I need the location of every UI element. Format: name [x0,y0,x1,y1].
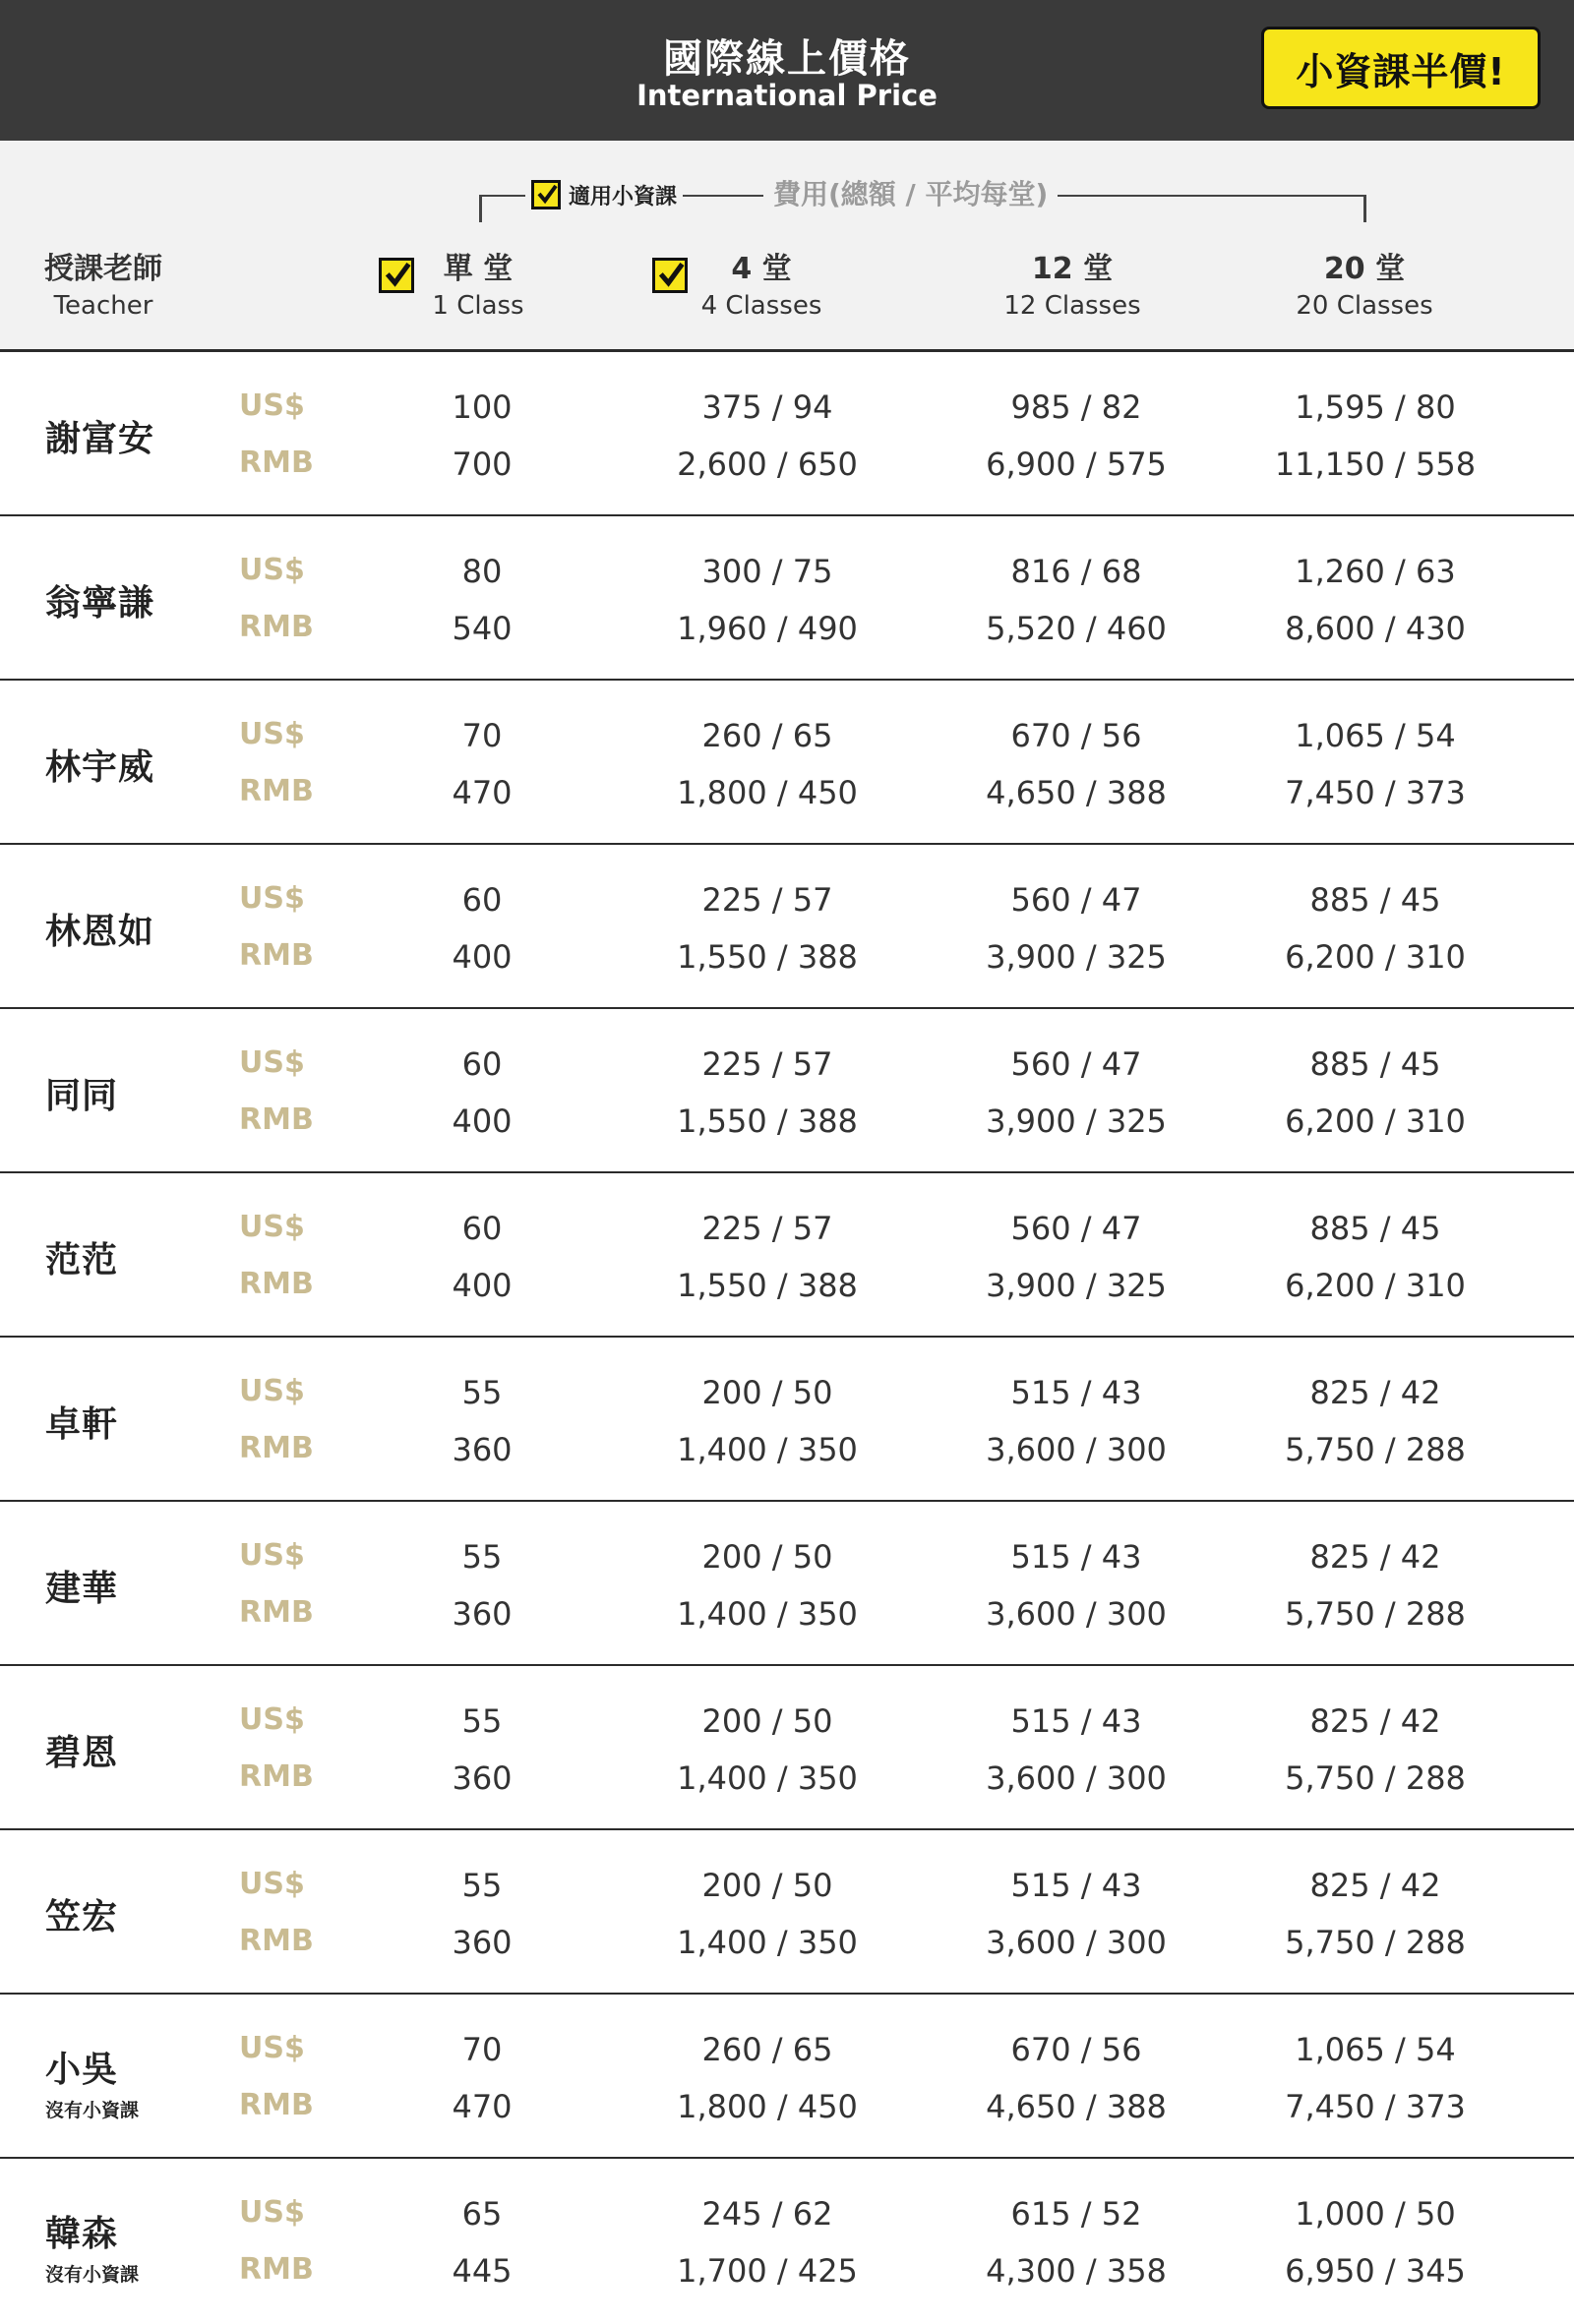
bracket-right-vertical [1363,195,1366,222]
price-cell-usd: 55 [461,1867,503,1904]
price-cell-usd: 375 / 94 [701,388,833,426]
price-cell-usd: 515 / 43 [1010,1702,1142,1740]
price-cell-usd: 245 / 62 [701,2195,833,2233]
price-cell-rmb: 3,600 / 300 [986,1924,1167,1961]
price-cell-usd: 670 / 56 [1010,717,1142,754]
price-cell-usd: 1,065 / 54 [1295,2031,1456,2068]
teacher-name: 林宇威 [45,747,155,788]
price-cell-usd: 825 / 42 [1309,1867,1441,1904]
price-cell-rmb: 400 [452,938,513,976]
price-cell-usd: 70 [461,717,503,754]
teacher-name: 卓軒 [45,1404,119,1445]
price-cell-rmb: 6,950 / 345 [1285,2252,1466,2290]
price-cell-usd: 60 [461,881,503,919]
price-cell-rmb: 360 [452,1759,513,1797]
price-cell-usd: 615 / 52 [1010,2195,1142,2233]
price-cell-rmb: 4,650 / 388 [986,774,1167,811]
currency-label-rmb: RMB [239,1102,314,1137]
teacher-note: 沒有小資課 [45,2100,140,2121]
price-cell-rmb: 11,150 / 558 [1274,446,1477,483]
price-cell-usd: 560 / 47 [1010,881,1142,919]
table-row [0,845,1574,1009]
table-row [0,681,1574,845]
price-cell-usd: 1,260 / 63 [1295,553,1456,590]
column-header-20-classes [1266,244,1463,321]
currency-label-rmb: RMB [239,1759,314,1794]
teacher-name: 建華 [45,1569,119,1609]
applicable-label: 適用小資課 [569,184,678,209]
price-cell-rmb: 6,200 / 310 [1285,938,1466,976]
price-cell-usd: 300 / 75 [701,553,833,590]
price-cell-rmb: 360 [452,1924,513,1961]
table-row [0,352,1574,516]
currency-label-rmb: RMB [239,1267,314,1301]
price-cell-rmb: 5,750 / 288 [1285,1924,1466,1961]
column-header-zh: 單 堂 [443,252,514,286]
price-cell-usd: 816 / 68 [1010,553,1142,590]
price-cell-usd: 885 / 45 [1309,1045,1441,1083]
price-cell-rmb: 360 [452,1431,513,1468]
table-row [0,2159,1574,2323]
price-cell-usd: 225 / 57 [701,1210,833,1247]
teacher-name: 小吳 [45,2050,119,2090]
price-cell-usd: 60 [461,1045,503,1083]
teacher-name: 林恩如 [45,912,155,952]
price-cell-usd: 515 / 43 [1010,1867,1142,1904]
teacher-name: 笠宏 [45,1897,119,1937]
price-cell-rmb: 1,550 / 388 [677,1267,858,1304]
table-row [0,1009,1574,1173]
half-price-button[interactable]: 小資課半價! [1261,27,1541,109]
column-header-en: 1 Class [432,291,524,321]
price-cell-rmb: 2,600 / 650 [677,446,858,483]
price-cell-usd: 100 [452,388,513,426]
price-cell-rmb: 1,550 / 388 [677,938,858,976]
price-cell-rmb: 3,900 / 325 [986,1102,1167,1140]
price-cell-rmb: 7,450 / 373 [1285,2088,1466,2125]
currency-label-usd: US$ [239,1538,305,1573]
price-cell-rmb: 1,400 / 350 [677,1924,858,1961]
currency-label-rmb: RMB [239,774,314,808]
price-cell-rmb: 3,900 / 325 [986,1267,1167,1304]
price-cell-usd: 885 / 45 [1309,1210,1441,1247]
teacher-name: 謝富安 [45,419,155,459]
table-row [0,516,1574,681]
price-cell-usd: 225 / 57 [701,1045,833,1083]
currency-label-usd: US$ [239,388,305,423]
price-cell-usd: 985 / 82 [1010,388,1142,426]
price-cell-rmb: 5,750 / 288 [1285,1431,1466,1468]
currency-label-usd: US$ [239,1867,305,1901]
bracket-left-vertical [479,195,482,222]
page-title: 國際線上價格 [663,36,911,82]
price-cell-usd: 260 / 65 [701,2031,833,2068]
price-cell-rmb: 445 [452,2252,513,2290]
currency-label-rmb: RMB [239,1924,314,1958]
currency-label-usd: US$ [239,1045,305,1080]
column-header-en: 12 Classes [1003,291,1141,321]
currency-label-usd: US$ [239,1702,305,1737]
price-cell-rmb: 470 [452,2088,513,2125]
currency-label-usd: US$ [239,717,305,751]
table-row [0,1830,1574,1995]
currency-label-rmb: RMB [239,938,314,973]
column-header-4-classes [683,244,840,321]
price-cell-usd: 515 / 43 [1010,1538,1142,1576]
price-cell-usd: 70 [461,2031,503,2068]
price-cell-rmb: 3,900 / 325 [986,938,1167,976]
price-cell-rmb: 5,750 / 288 [1285,1595,1466,1633]
price-cell-rmb: 400 [452,1267,513,1304]
price-cell-usd: 885 / 45 [1309,881,1441,919]
price-cell-rmb: 8,600 / 430 [1285,610,1466,647]
currency-label-usd: US$ [239,1210,305,1244]
teacher-name: 翁寧謙 [45,583,155,624]
price-cell-usd: 1,000 / 50 [1295,2195,1456,2233]
price-cell-rmb: 1,800 / 450 [677,774,858,811]
column-header-12-classes [974,244,1171,321]
price-cell-usd: 825 / 42 [1309,1702,1441,1740]
table-row [0,1338,1574,1502]
price-cell-rmb: 1,960 / 490 [677,610,858,647]
price-cell-rmb: 5,750 / 288 [1285,1759,1466,1797]
teacher-name: 同同 [45,1076,119,1116]
price-cell-rmb: 1,400 / 350 [677,1595,858,1633]
top-banner [0,0,1574,141]
price-cell-usd: 65 [461,2195,503,2233]
currency-label-rmb: RMB [239,1431,314,1465]
column-header-en: 20 Classes [1296,291,1433,321]
currency-label-usd: US$ [239,1374,305,1408]
price-cell-rmb: 3,600 / 300 [986,1595,1167,1633]
price-cell-rmb: 1,400 / 350 [677,1759,858,1797]
price-cell-rmb: 3,600 / 300 [986,1759,1167,1797]
currency-label-usd: US$ [239,553,305,587]
column-header-zh: 20 堂 [1323,252,1406,286]
teacher-column-header [41,244,165,321]
price-cell-rmb: 6,200 / 310 [1285,1267,1466,1304]
currency-label-rmb: RMB [239,2088,314,2122]
currency-label-usd: US$ [239,881,305,916]
price-cell-rmb: 400 [452,1102,513,1140]
price-cell-usd: 55 [461,1702,503,1740]
price-cell-rmb: 1,700 / 425 [677,2252,858,2290]
price-table-body [0,352,1574,2323]
price-cell-rmb: 7,450 / 373 [1285,774,1466,811]
currency-label-rmb: RMB [239,1595,314,1630]
price-cell-usd: 1,595 / 80 [1295,388,1456,426]
price-cell-usd: 200 / 50 [701,1702,833,1740]
price-cell-usd: 80 [461,553,503,590]
currency-label-rmb: RMB [239,446,314,480]
price-cell-usd: 825 / 42 [1309,1374,1441,1411]
column-header-en: 4 Classes [700,291,822,321]
price-cell-usd: 260 / 65 [701,717,833,754]
price-cell-rmb: 5,520 / 460 [986,610,1167,647]
price-cell-rmb: 1,800 / 450 [677,2088,858,2125]
price-cell-rmb: 470 [452,774,513,811]
price-cell-usd: 200 / 50 [701,1374,833,1411]
price-cell-rmb: 6,900 / 575 [986,446,1167,483]
price-cell-usd: 225 / 57 [701,881,833,919]
teacher-name: 碧恩 [45,1733,119,1773]
price-cell-usd: 55 [461,1538,503,1576]
price-cell-usd: 560 / 47 [1010,1045,1142,1083]
teacher-header-zh: 授課老師 [44,252,162,286]
currency-label-usd: US$ [239,2195,305,2230]
currency-label-rmb: RMB [239,610,314,644]
price-cell-rmb: 1,400 / 350 [677,1431,858,1468]
teacher-header-en: Teacher [53,291,153,321]
price-cell-usd: 515 / 43 [1010,1374,1142,1411]
checkbox-icon [531,180,561,209]
column-header-1-class [399,244,557,321]
price-cell-rmb: 1,550 / 388 [677,1102,858,1140]
teacher-name: 韓森 [45,2214,119,2254]
page-subtitle: International Price [636,79,938,112]
price-cell-rmb: 4,300 / 358 [986,2252,1167,2290]
price-cell-rmb: 6,200 / 310 [1285,1102,1466,1140]
price-cell-usd: 200 / 50 [701,1538,833,1576]
price-cell-usd: 825 / 42 [1309,1538,1441,1576]
price-cell-rmb: 700 [452,446,513,483]
table-row [0,1995,1574,2159]
teacher-note: 沒有小資課 [45,2264,140,2286]
applicable-legend [525,177,683,212]
currency-label-usd: US$ [239,2031,305,2065]
price-cell-usd: 670 / 56 [1010,2031,1142,2068]
fee-label: 費用(總額 / 平均每堂) [763,173,1058,212]
price-cell-rmb: 4,650 / 388 [986,2088,1167,2125]
column-header-zh: 4 堂 [731,252,792,286]
price-cell-usd: 560 / 47 [1010,1210,1142,1247]
column-header-zh: 12 堂 [1031,252,1114,286]
currency-label-rmb: RMB [239,2252,314,2287]
price-cell-usd: 1,065 / 54 [1295,717,1456,754]
table-row [0,1173,1574,1338]
price-cell-rmb: 3,600 / 300 [986,1431,1167,1468]
price-cell-usd: 55 [461,1374,503,1411]
price-cell-usd: 200 / 50 [701,1867,833,1904]
price-cell-rmb: 360 [452,1595,513,1633]
price-cell-rmb: 540 [452,610,513,647]
teacher-name: 范范 [45,1240,119,1281]
table-row [0,1666,1574,1830]
price-cell-usd: 60 [461,1210,503,1247]
table-row [0,1502,1574,1666]
